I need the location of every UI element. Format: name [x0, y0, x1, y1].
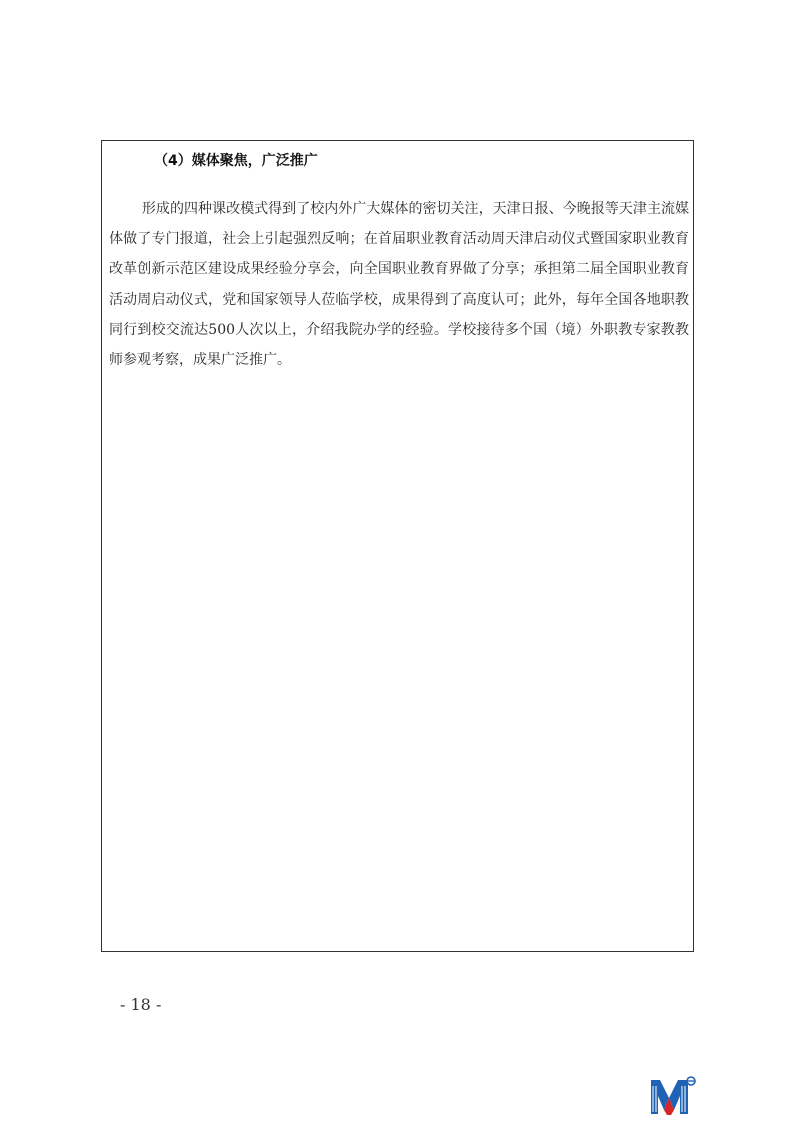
body-paragraph: 形成的四种课改模式得到了校内外广大媒体的密切关注，天津日报、今晚报等天津主流媒体做了专门报道，社会上引起强烈反响；在首届职业教育活动周天津启动仪式暨国家职业教育改革创新示范区建设成果经验分享会，向全国职业教育界做了分享；承担第二届全国职业教育活动周启动仪式，党和国家领导人莅临学校，成果得到了高度认可；此外，每年全国各地职教同行到校交流达500人次以上，介绍我院办学的经验。学校接待多个国（境）外职教专家教教师参观考察，成果广泛推广。 — [109, 201, 689, 369]
page-number: - 18 - — [120, 995, 162, 1014]
section-heading: （4）媒体聚焦，广泛推广 — [154, 153, 318, 169]
logo-e-mark — [687, 1077, 695, 1085]
logo-m-shape — [651, 1080, 688, 1115]
logo-icon — [650, 1076, 696, 1116]
